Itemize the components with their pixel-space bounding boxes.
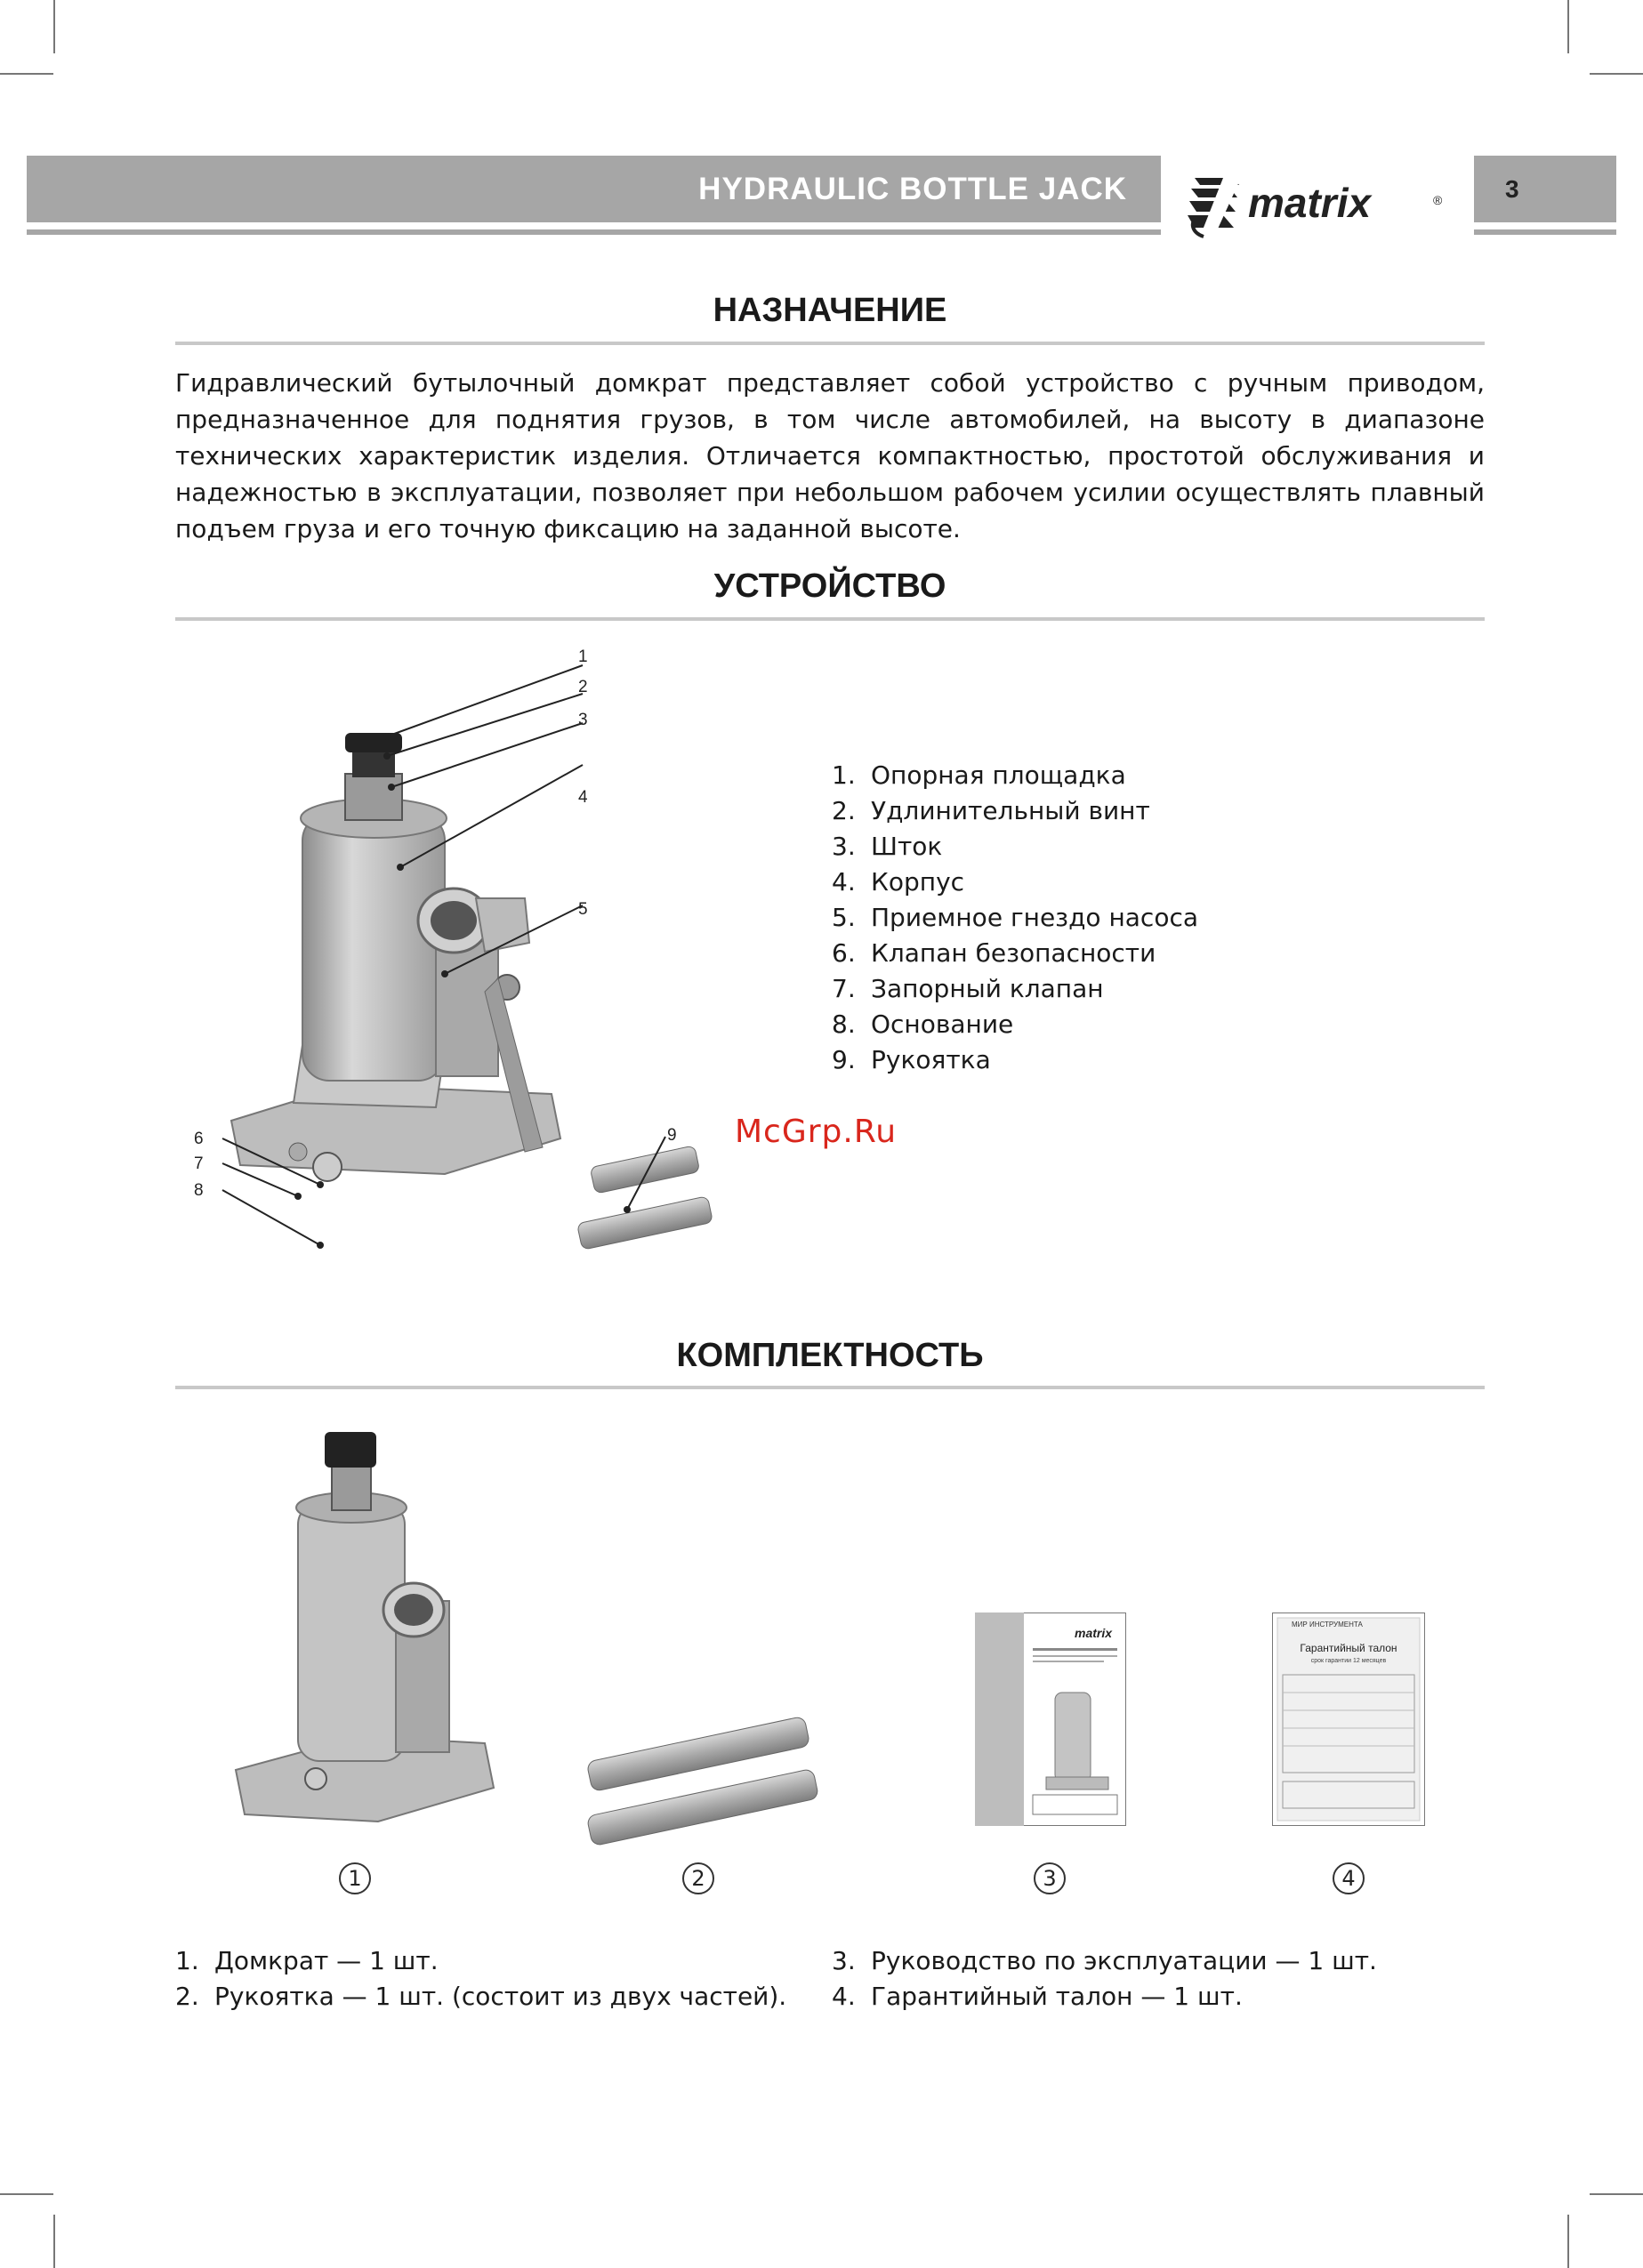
crop-mark — [1590, 73, 1643, 75]
kit-list-right — [832, 1943, 1377, 2015]
callout-7: 7 — [194, 1154, 204, 1173]
kit-figure-number-4: 4 — [1333, 1862, 1365, 1894]
callout-6: 6 — [194, 1130, 204, 1148]
callout-dot — [317, 1181, 324, 1188]
parts-list-item — [832, 793, 1198, 829]
parts-list-item — [832, 900, 1198, 936]
warranty-logo: МИР ИНСТРУМЕНТА — [1292, 1621, 1363, 1629]
callout-dot — [624, 1206, 631, 1213]
crop-mark — [0, 73, 53, 75]
crop-mark — [1590, 2193, 1643, 2195]
page-stripe — [1474, 229, 1616, 235]
callout-dot — [441, 970, 448, 977]
parts-list-number: 8. — [832, 1009, 856, 1039]
crop-mark — [1567, 0, 1569, 53]
parts-list-label: Приемное гнездо насоса — [871, 903, 1199, 932]
callout-3: 3 — [578, 711, 588, 729]
parts-list-item — [832, 936, 1198, 971]
parts-list-label: Опорная площадка — [871, 760, 1126, 790]
kit-list-left — [175, 1943, 786, 2015]
parts-list-number: 7. — [832, 974, 856, 1003]
callout-dot — [383, 752, 391, 760]
parts-list-item — [832, 971, 1198, 1007]
parts-list-number: 2. — [832, 796, 856, 825]
parts-list-number: 5. — [832, 903, 856, 932]
kit-warranty-image — [1272, 1613, 1425, 1826]
parts-list-item — [832, 758, 1198, 793]
matrix-logo — [1188, 174, 1446, 240]
kit-list-label: Гарантийный талон — 1 шт. — [871, 1982, 1243, 2011]
callout-dot — [383, 733, 391, 740]
warranty-subtitle: срок гарантии 12 месяцев — [1310, 1658, 1387, 1664]
header-stripe — [27, 229, 1161, 235]
purpose-rule — [175, 342, 1485, 345]
matrix-logo-reg: ® — [1433, 193, 1443, 207]
parts-list-number: 6. — [832, 938, 856, 968]
callout-dot — [397, 864, 404, 871]
parts-list-label: Клапан безопасности — [871, 938, 1156, 968]
kit-list-item — [175, 1943, 786, 1979]
parts-list-label: Удлинительный винт — [871, 796, 1150, 825]
kit-manual-image — [975, 1613, 1126, 1826]
warranty-title: Гарантийный талон — [1300, 1642, 1397, 1654]
matrix-logo-mark-icon — [1188, 178, 1241, 237]
callout-4: 4 — [578, 788, 588, 807]
kit-handle-image — [578, 1690, 836, 1850]
parts-list-item — [832, 865, 1198, 900]
kit-list-number: 2. — [175, 1982, 199, 2011]
crop-mark — [53, 0, 55, 53]
kit-list-item — [175, 1979, 786, 2015]
callout-9: 9 — [667, 1126, 677, 1145]
header-title: HYDRAULIC BOTTLE JACK — [698, 171, 1127, 206]
parts-list-label: Шток — [871, 832, 943, 861]
parts-list-number: 1. — [832, 760, 856, 790]
callout-dot — [317, 1242, 324, 1249]
parts-list-number: 3. — [832, 832, 856, 861]
parts-list-label: Запорный клапан — [871, 974, 1104, 1003]
callout-8: 8 — [194, 1181, 204, 1200]
kit-list-label: Домкрат — 1 шт. — [214, 1946, 439, 1975]
kit-list-item — [832, 1979, 1377, 2015]
header-bar — [27, 156, 1161, 222]
parts-list-item — [832, 1007, 1198, 1042]
callout-2: 2 — [578, 678, 588, 696]
device-heading: УСТРОЙСТВО — [713, 567, 946, 605]
callout-dot — [388, 784, 395, 791]
crop-mark — [0, 2193, 53, 2195]
manual-brand: matrix — [1075, 1626, 1113, 1640]
matrix-logo-text: matrix — [1248, 180, 1372, 226]
parts-list-number: 4. — [832, 867, 856, 897]
parts-list-label: Основание — [871, 1009, 1014, 1039]
callout-dot — [294, 1193, 302, 1200]
callout-5: 5 — [578, 900, 588, 919]
kit-list-number: 3. — [832, 1946, 856, 1975]
purpose-heading: НАЗНАЧЕНИЕ — [713, 292, 947, 329]
parts-list-number: 9. — [832, 1045, 856, 1074]
kit-figure-number-2: 2 — [682, 1862, 714, 1894]
page-number: 3 — [1505, 174, 1519, 203]
watermark: McGrp.Ru — [735, 1114, 898, 1150]
jack-illustration — [231, 733, 713, 1250]
parts-list-label: Рукоятка — [871, 1045, 991, 1074]
kit-figure-number-3: 3 — [1034, 1862, 1066, 1894]
kit-heading: КОМПЛЕКТНОСТЬ — [676, 1337, 984, 1374]
parts-list-item — [832, 829, 1198, 865]
parts-list — [832, 758, 1198, 1078]
device-rule — [175, 617, 1485, 621]
crop-mark — [53, 2215, 55, 2268]
kit-list-number: 4. — [832, 1982, 856, 2011]
kit-rule — [175, 1386, 1485, 1389]
crop-mark — [1567, 2215, 1569, 2268]
kit-list-item — [832, 1943, 1377, 1979]
callout-1: 1 — [578, 647, 588, 666]
kit-list-label: Руководство по эксплуатации — 1 шт. — [871, 1946, 1377, 1975]
parts-list-item — [832, 1042, 1198, 1078]
kit-jack-image — [227, 1423, 511, 1841]
jack-diagram — [178, 640, 818, 1281]
kit-list-number: 1. — [175, 1946, 199, 1975]
kit-figure-number-1: 1 — [339, 1862, 371, 1894]
purpose-text: Гидравлический бутылочный домкрат представляет собой устройство с ручным приводом, предназначенное для поднятия грузов, в том числе автомобилей, на высоту в диапазоне технических характеристик изделия. Отличается компактностью, простотой обслуживания и надежностью в эксплуатации, позволяет при небольшом рабочем усилии осуществлять плавный подъем груза и его точную фиксацию на заданной высоте. — [175, 368, 1485, 543]
page-number-box — [1474, 156, 1616, 222]
kit-list-label: Рукоятка — 1 шт. (состоит из двух частей). — [214, 1982, 787, 2011]
parts-list-label: Корпус — [871, 867, 965, 897]
